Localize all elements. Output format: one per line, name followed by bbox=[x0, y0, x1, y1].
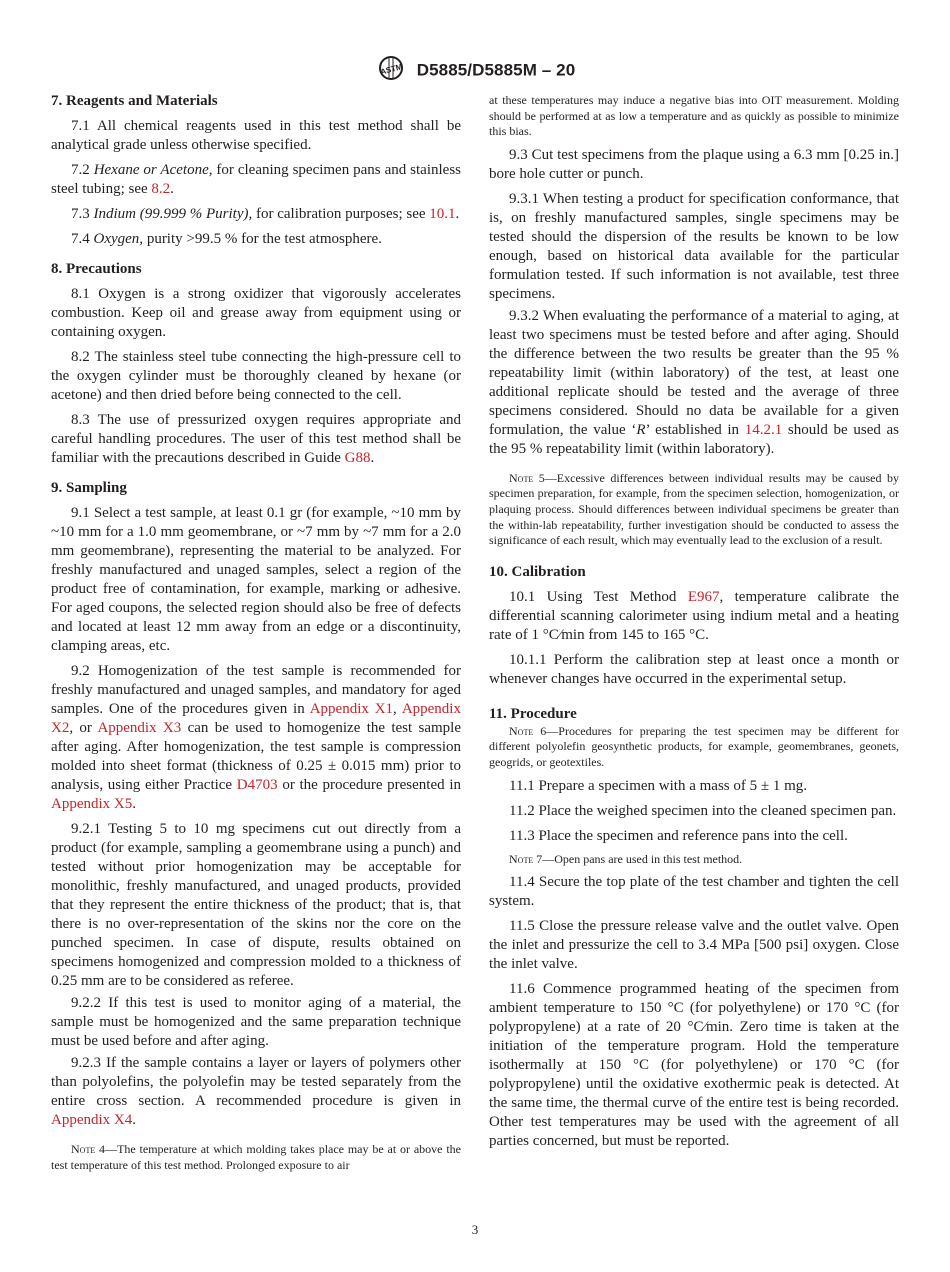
link-g88[interactable]: G88 bbox=[344, 450, 371, 466]
note-4-part1: Note 4—The temperature at which molding takes place may be at or above the test temperature of this test method. Prolonged exposure to air bbox=[51, 1142, 461, 1172]
section-9-heading: 9. Sampling bbox=[51, 480, 127, 496]
para-9-2-3: 9.2.3 If the sample contains a layer or layers of polymers other than polyolefins, the polyolefin may be tested separately from the entire cross section. A recommended procedure is given in Appendix X4. bbox=[51, 1055, 461, 1128]
para-8-2: 8.2 The stainless steel tube connecting the high-pressure cell to the oxygen cylinder must be thoroughly cleaned by hexane (or acetone) and then dried before being connected to the cell. bbox=[51, 349, 461, 403]
para-11-6: 11.6 Commence programmed heating of the specimen from ambient temperature to 150 °C (for polyethylene) or 170 °C (for polypropylene) at a rate of 20 °C⁄min. Zero time is taken at the initiation of the temperature program. Hold the temperature isothermally at 150 °C (for polyethylene) or 170 °C (for polypropylene) until the oxidative exothermic peak is detected. At the same time, the thermal curve of the entire test is being recorded. Other test temperatures may be used with the agreement of all parties concerned, but must be reported. bbox=[489, 981, 899, 1150]
para-7-4: 7.4 Oxygen, purity >99.5 % for the test atmosphere. bbox=[71, 231, 382, 247]
para-9-3: 9.3 Cut test specimens from the plaque using a 6.3 mm [0.25 in.] bore hole cutter or punch. bbox=[489, 146, 899, 182]
link-e967[interactable]: E967 bbox=[687, 588, 720, 605]
para-8-1: 8.1 Oxygen is a strong oxidizer that vigorously accelerates combustion. Keep oil and grease away from equipment using or containing oxygen. bbox=[51, 286, 461, 340]
link-appendix-x3[interactable]: Appendix X3 bbox=[97, 720, 182, 736]
section-8-heading: 8. Precautions bbox=[51, 261, 142, 277]
para-9-2-2: 9.2.2 If this test is used to monitor aging of a material, the sample must be homogenized and the same preparation technique must be used before and after aging. bbox=[51, 995, 461, 1049]
link-appendix-x2[interactable]: Appendix X2 bbox=[51, 701, 461, 736]
link-8-2[interactable]: 8.2 bbox=[151, 181, 171, 197]
para-7-3: 7.3 Indium (99.999 % Purity), for calibration purposes; see 10.1. bbox=[71, 206, 460, 222]
para-9-1: 9.1 Select a test sample, at least 0.1 gr (for example, ~10 mm by ~10 mm for a 1.0 mm geomembrane, or ~7 mm by ~7 mm for a 2.0 mm geomembrane), representing the material to be analyzed. For freshly manufactured and unaged samples, select a region of the product free of contamination, for example, marking or adhesive. For aged coupons, the selected region should also be free of defects and located at least 12 mm away from an edge or a discontinuity, clamping areas, etc. bbox=[51, 505, 461, 654]
link-d4703[interactable]: D4703 bbox=[236, 777, 278, 793]
para-11-4: 11.4 Secure the top plate of the test chamber and tighten the cell system. bbox=[489, 874, 899, 910]
para-11-3: 11.3 Place the specimen and reference pans into the cell. bbox=[509, 827, 848, 844]
link-appendix-x4[interactable]: Appendix X4 bbox=[51, 1112, 133, 1128]
link-appendix-x1[interactable]: Appendix X1 bbox=[309, 701, 394, 717]
standard-designation: D5885/D5885M – 20 bbox=[416, 60, 576, 80]
section-10-heading: 10. Calibration bbox=[489, 563, 586, 580]
section-11-heading: 11. Procedure bbox=[489, 705, 577, 722]
note-4-part2: at these temperatures may induce a negative bias into OIT measurement. Molding should be performed at as low a temperature and as quickly as possible to minimize this bias. bbox=[489, 93, 899, 139]
page-number: 3 bbox=[471, 1222, 479, 1237]
link-appendix-x5[interactable]: Appendix X5 bbox=[51, 796, 133, 812]
para-11-5: 11.5 Close the pressure release valve and the outlet valve. Open the inlet and pressurize the cell to 3.4 MPa [500 psi] oxygen. Close the inlet valve. bbox=[489, 918, 899, 973]
page-header bbox=[0, 55, 950, 86]
right-column bbox=[489, 94, 899, 1157]
para-8-3: 8.3 The use of pressurized oxygen requires appropriate and careful handling procedures. The user of this test method shall be familiar with the precautions described in Guide G88. bbox=[51, 412, 461, 466]
note-7: Note 7—Open pans are used in this test method. bbox=[509, 851, 743, 866]
note-5: Note 5—Excessive differences between individual results may be caused by specimen preparation, for example, from the specimen selection, homogenization, or plaquing process. Should differences between individual specimens be greater than the within-lab repeatability, further investigation should be conducted to assess the significance of each result, which may eventually lead to the exclusion of a result. bbox=[489, 470, 900, 548]
para-10-1-1: 10.1.1 Perform the calibration step at least once a month or whenever changes have occurred in the experimental setup. bbox=[489, 651, 899, 687]
section-7-heading: 7. Reagents and Materials bbox=[51, 93, 218, 109]
para-7-2: 7.2 Hexane or Acetone, for cleaning specimen pans and stainless steel tubing; see 8.2. bbox=[51, 162, 461, 197]
para-7-1: 7.1 All chemical reagents used in this test method shall be analytical grade unless otherwise specified. bbox=[51, 118, 461, 153]
para-9-3-1: 9.3.1 When testing a product for specification conformance, that is, on freshly manufactured samples, single specimens may be tested should the dispersion of the results be known to be low enough, based on historical data available for the particular formulation tested. If such information is not available, test three specimens. bbox=[489, 190, 899, 302]
astm-logo-icon bbox=[375, 55, 407, 86]
para-10-1: 10.1 Using Test Method E967, temperature calibrate the differential scanning calorimeter using indium metal and a heating rate of 1 °C⁄min from 145 to 165 °C. bbox=[489, 588, 899, 643]
para-9-3-2: 9.3.2 When evaluating the performance of a material to aging, at least two specimens must be tested before and after aging. Should the difference between the two results be greater than the 95 % repeatability limit (within laboratory) of the test, at least one additional replicate should be tested and the average of three specimens considered. Should no data be available for a given formulation, the value ‘R’ established in 14.2.1 should be used as the 95 % repeatability limit (within laboratory). bbox=[489, 307, 900, 457]
link-10-1[interactable]: 10.1 bbox=[429, 206, 456, 222]
link-14-2-1[interactable]: 14.2.1 bbox=[744, 421, 783, 438]
para-11-1: 11.1 Prepare a specimen with a mass of 5 ± 1 mg. bbox=[509, 777, 808, 794]
para-9-2-1: 9.2.1 Testing 5 to 10 mg specimens cut out directly from a product (for example, sampling a geomembrane using a punch) and tested without prior homogenization may be acceptable for monolithic, freshly manufactured, and unaged products, provided that they represent the entire thickness of the product; that is, that there is no over-representation of the skins nor the core on the punched specimen. In case of dispute, results obtained on specimens homogenized and compression molded to a thickness of 0.25 mm are to be considered as referee. bbox=[51, 821, 461, 989]
para-9-2: 9.2 Homogenization of the test sample is recommended for freshly manufactured and unaged samples, and mandatory for aged samples. One of the procedures given in Appendix X1, Appendix X2, or Appendix X3 can be used to homogenize the test sample after aging. After homogenization, the test sample is compression molded into sheet format (thickness of 0.25 ± 0.015 mm) prior to analysis, using either Practice D4703 or the procedure presented in Appendix X5. bbox=[51, 663, 462, 812]
para-11-2: 11.2 Place the weighed specimen into the cleaned specimen pan. bbox=[509, 802, 897, 819]
left-column bbox=[51, 92, 461, 1179]
svg-text:ASTM: ASTM bbox=[378, 62, 404, 77]
note-6: Note 6—Procedures for preparing the test specimen may be different for different polyolefin geosynthetic products, for example, geomembranes, geonets, geogrids, or geotextiles. bbox=[489, 723, 899, 769]
